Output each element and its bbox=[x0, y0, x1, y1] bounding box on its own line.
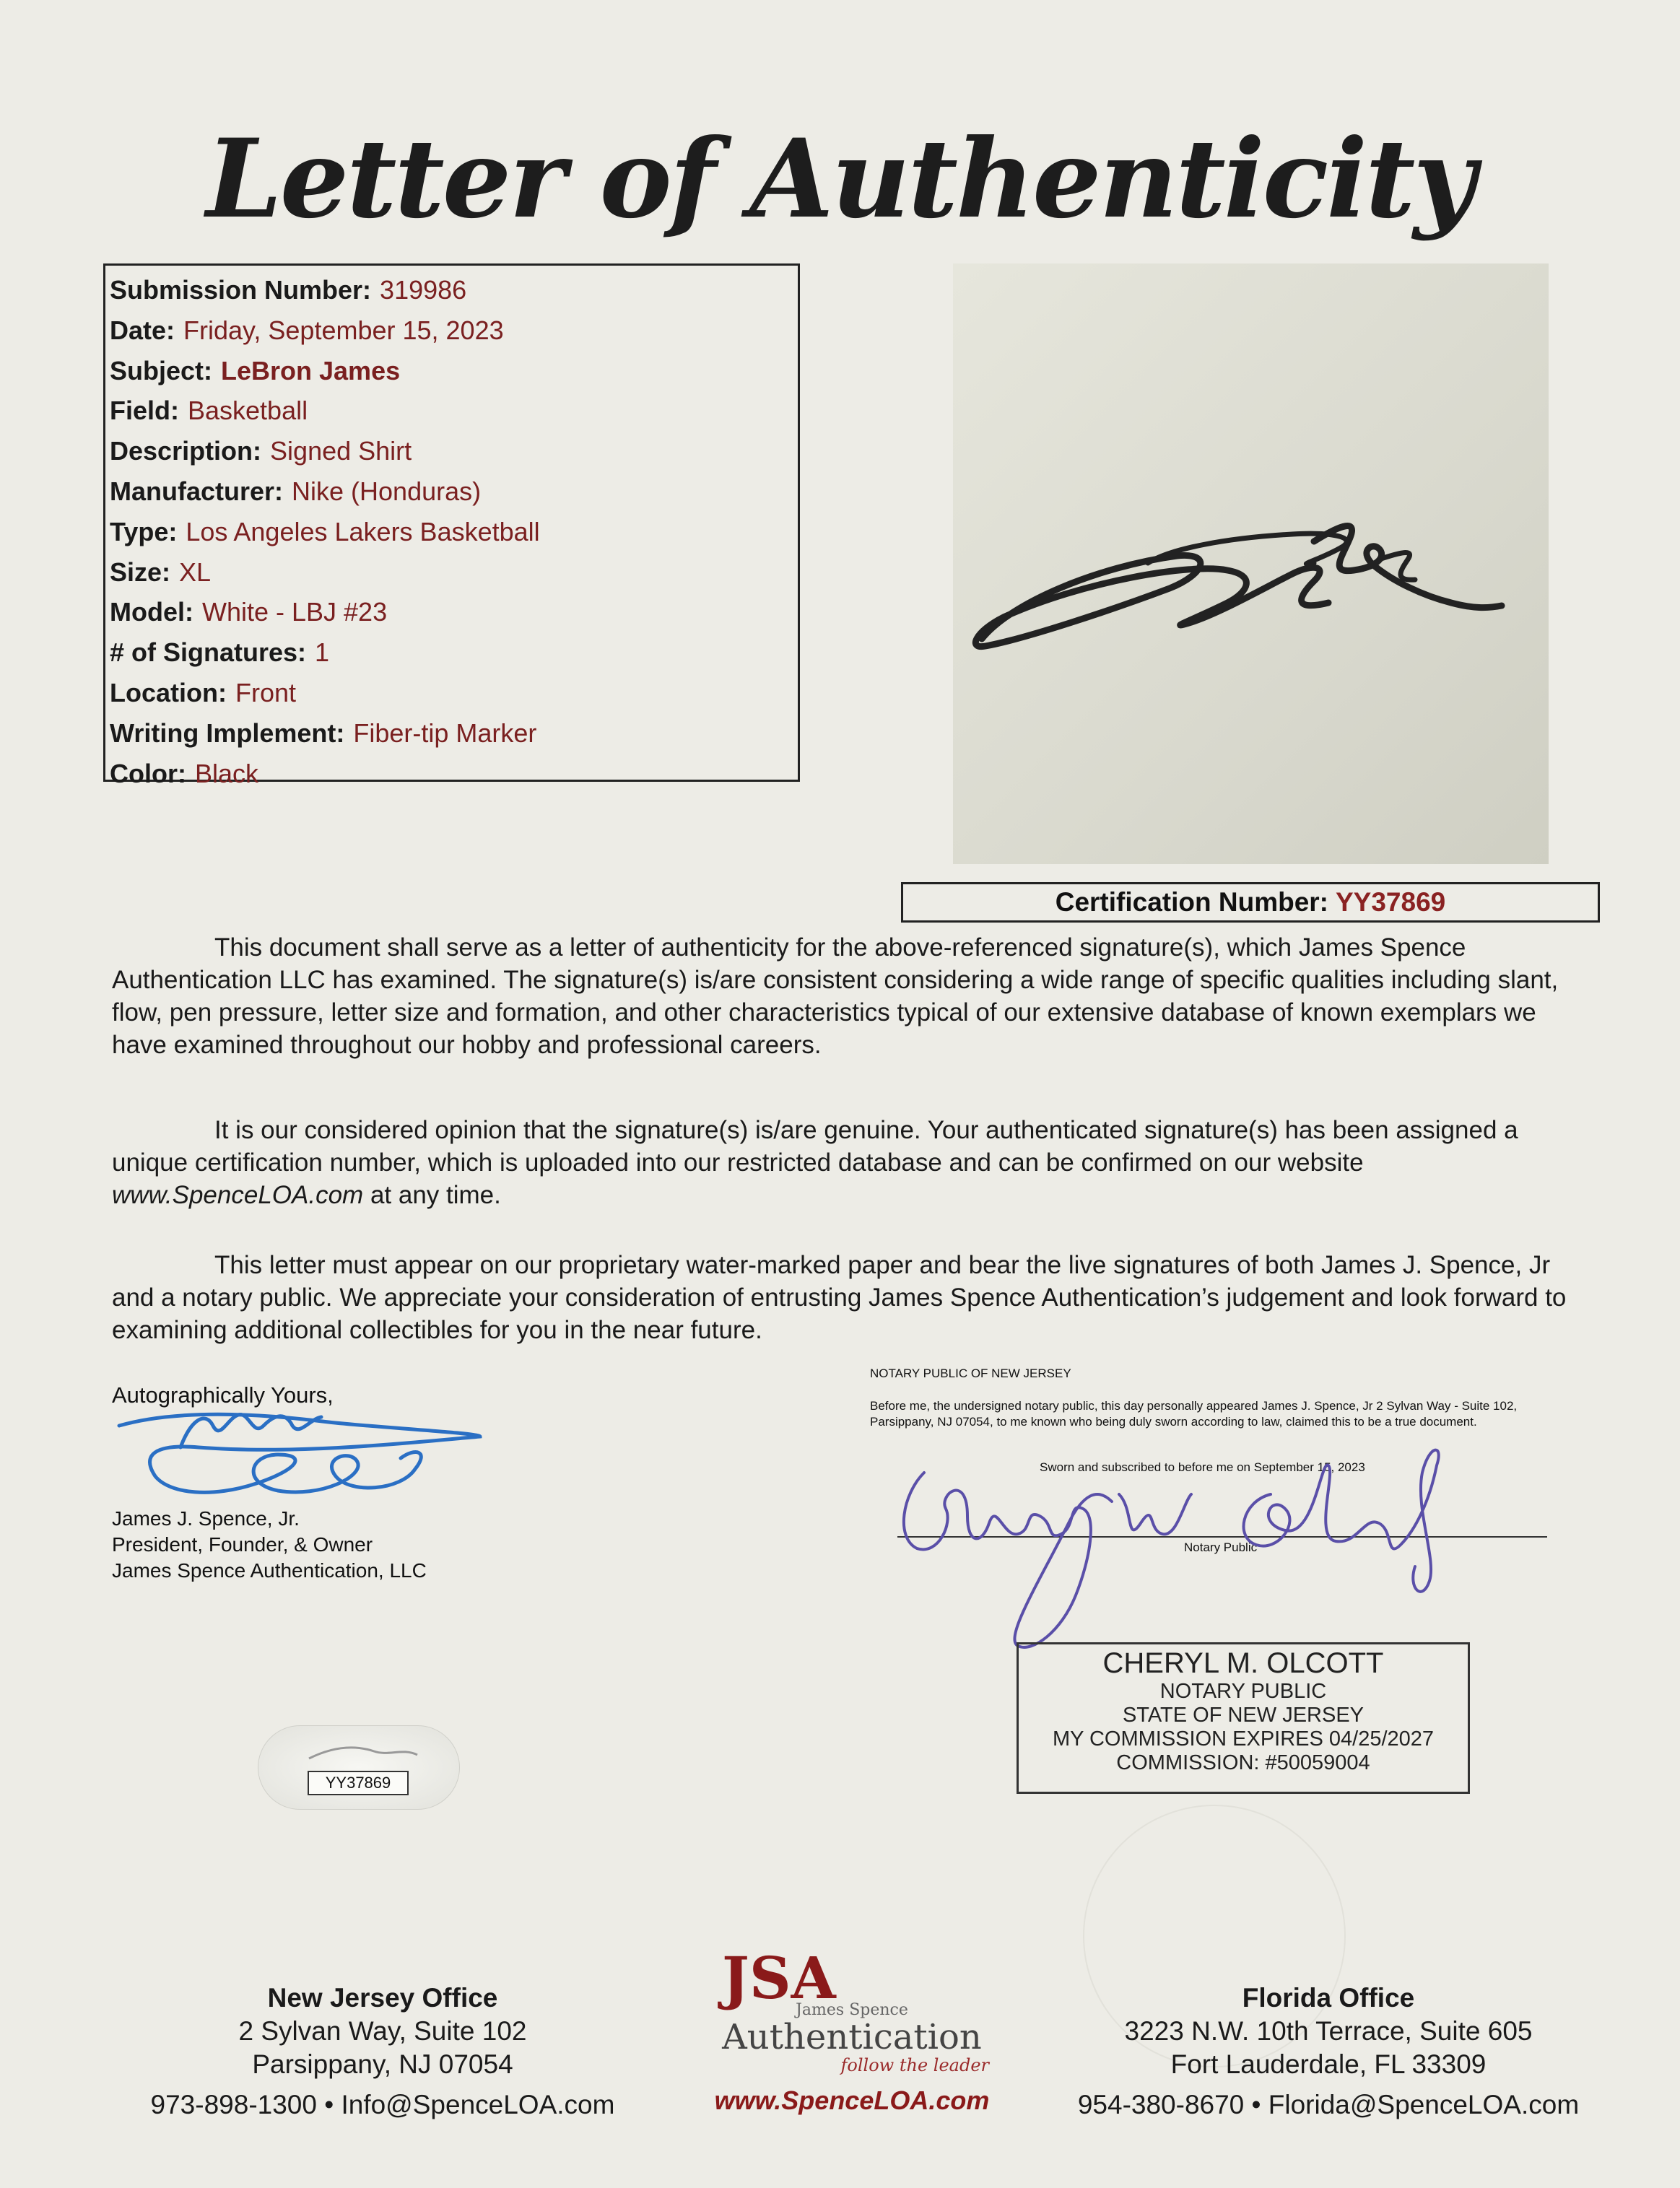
info-label: Description: bbox=[110, 436, 262, 466]
hologram-code: YY37869 bbox=[308, 1771, 409, 1795]
hologram-signature-icon bbox=[258, 1726, 459, 1769]
paragraph-2-end: at any time. bbox=[363, 1181, 501, 1209]
info-value: Front bbox=[235, 677, 297, 707]
info-label: Type: bbox=[110, 516, 178, 546]
nj-office-email: Info@SpenceLOA.com bbox=[341, 2090, 615, 2119]
nj-office-line2: Parsippany, NJ 07054 bbox=[252, 2049, 513, 2079]
nj-office-phone: 973-898-1300 bbox=[150, 2090, 317, 2119]
info-value: Friday, September 15, 2023 bbox=[183, 315, 504, 345]
certification-number-box bbox=[901, 882, 1600, 923]
notary-sworn: Sworn and subscribed to before me on September 15, 2023 bbox=[1040, 1460, 1365, 1474]
info-row bbox=[110, 673, 798, 713]
info-label: Date: bbox=[110, 315, 175, 345]
fl-office-email: Florida@SpenceLOA.com bbox=[1268, 2090, 1580, 2119]
info-label: Model: bbox=[110, 597, 193, 627]
jsa-website: www.SpenceLOA.com bbox=[714, 2085, 990, 2115]
notary-text: Before me, the undersigned notary public, this day personally appeared James J. Spence, Jr 2 Sylvan Way - Suite 102, Parsippany, NJ 07054, to me known who being duly sworn according to law, claimed this to be a true document. bbox=[870, 1399, 1518, 1429]
nj-office-contact: 973-898-1300 • Info@SpenceLOA.com bbox=[150, 2090, 615, 2119]
fl-office-line2: Fort Lauderdale, FL 33309 bbox=[1170, 2049, 1487, 2079]
info-row bbox=[110, 391, 798, 431]
paragraph-2 bbox=[112, 1114, 1592, 1211]
signature-photo bbox=[953, 263, 1549, 864]
signoff: Autographically Yours, bbox=[112, 1382, 334, 1408]
hologram-sticker bbox=[258, 1725, 460, 1810]
fl-office-heading: Florida Office bbox=[1242, 1983, 1415, 2013]
info-row bbox=[110, 632, 798, 673]
notary-header: NOTARY PUBLIC OF NEW JERSEY bbox=[870, 1367, 1071, 1380]
notary-name: CHERYL M. OLCOTT bbox=[1102, 1647, 1384, 1679]
info-row bbox=[110, 351, 798, 391]
info-value: XL bbox=[179, 557, 212, 587]
info-label: Location: bbox=[110, 677, 227, 707]
lebron-signature-image bbox=[953, 263, 1549, 864]
info-value: 1 bbox=[315, 637, 330, 668]
jsa-logo-tagline: follow the leader bbox=[840, 2055, 989, 2075]
info-row bbox=[110, 713, 798, 754]
paragraph-1: This document shall serve as a letter of authenticity for the above-referenced signature(s), which James Spence Authentication LLC has examined. The signature(s) is/are consistent considering a wide range of specific qualities including slant, flow, pen pressure, letter size and formation, and other characteristics typical of our extensive database of known exemplars we have examined throughout our hobby and professional careers. bbox=[112, 933, 1559, 1059]
jsa-logo-name: Authentication bbox=[722, 2017, 982, 2057]
notary-stamp bbox=[1017, 1642, 1470, 1794]
info-row bbox=[110, 471, 798, 512]
info-value: Los Angeles Lakers Basketball bbox=[186, 516, 540, 546]
nj-office bbox=[112, 1982, 653, 2122]
info-value: LeBron James bbox=[221, 355, 401, 385]
info-label: Size: bbox=[110, 557, 171, 587]
signer-company: James Spence Authentication, LLC bbox=[112, 1559, 427, 1582]
notary-stamp-line4: COMMISSION: #50059004 bbox=[1116, 1751, 1370, 1774]
certification-number: YY37869 bbox=[1336, 887, 1446, 917]
info-label: Writing Implement: bbox=[110, 718, 345, 748]
signer-name: James J. Spence, Jr. bbox=[112, 1507, 300, 1530]
notary-stamp-line2: STATE OF NEW JERSEY bbox=[1122, 1704, 1365, 1727]
info-row bbox=[110, 592, 798, 632]
jsa-logo-mark: JSA bbox=[722, 1944, 836, 2012]
info-label: Field: bbox=[110, 396, 179, 426]
info-row bbox=[110, 431, 798, 471]
website-link[interactable]: www.SpenceLOA.com bbox=[112, 1181, 364, 1209]
info-value: Signed Shirt bbox=[270, 436, 412, 466]
info-label: Subject: bbox=[110, 355, 213, 385]
info-label: Submission Number: bbox=[110, 275, 372, 305]
fl-office bbox=[1032, 1982, 1624, 2122]
nj-office-heading: New Jersey Office bbox=[267, 1983, 498, 2013]
info-value: White - LBJ #23 bbox=[201, 597, 388, 627]
info-row bbox=[110, 270, 798, 310]
info-label: Color: bbox=[110, 758, 186, 788]
notary-stamp-line1: NOTARY PUBLIC bbox=[1159, 1680, 1327, 1703]
paragraph-2-text: It is our considered opinion that the signature(s) is/are genuine. Your authenticated signature(s) has been assigned a unique certification number, which is uploaded into our restricted database and can be confirmed on our website bbox=[112, 1116, 1518, 1177]
jsa-logo-sub: James Spence bbox=[796, 2001, 908, 2019]
info-label: # of Signatures: bbox=[110, 637, 307, 668]
submission-details-box bbox=[103, 263, 800, 788]
info-row bbox=[110, 512, 798, 552]
spence-signature-image bbox=[112, 1397, 516, 1505]
fl-office-line1: 3223 N.W. 10th Terrace, Suite 605 bbox=[1124, 2016, 1533, 2046]
jsa-logo bbox=[693, 1944, 1011, 2116]
notary-stamp-line3: MY COMMISSION EXPIRES 04/25/2027 bbox=[1052, 1727, 1435, 1751]
info-value: Nike (Honduras) bbox=[292, 476, 482, 506]
nj-office-line1: 2 Sylvan Way, Suite 102 bbox=[238, 2016, 527, 2046]
info-value: Black bbox=[194, 758, 259, 788]
certification-label: Certification Number: bbox=[1055, 887, 1328, 917]
fl-office-contact: 954-380-8670 • Florida@SpenceLOA.com bbox=[1077, 2090, 1580, 2119]
document-title: Letter of Authenticity bbox=[206, 115, 1474, 243]
info-value: Fiber-tip Marker bbox=[353, 718, 537, 748]
info-row bbox=[110, 754, 798, 794]
info-row bbox=[110, 552, 798, 593]
fl-office-phone: 954-380-8670 bbox=[1077, 2090, 1245, 2119]
signer-title: President, Founder, & Owner bbox=[112, 1533, 373, 1556]
paragraph-3: This letter must appear on our proprietary water-marked paper and bear the live signatures of both James J. Spence, Jr and a notary public. We appreciate your consideration of entrusting James Spence Authentication’s judgement and look forward to examining additional collectibles for you in the near future. bbox=[112, 1251, 1567, 1344]
notary-line-label: Notary Public bbox=[1184, 1540, 1258, 1554]
info-row bbox=[110, 310, 798, 351]
info-value: 319986 bbox=[380, 275, 467, 305]
info-label: Manufacturer: bbox=[110, 476, 284, 506]
info-value: Basketball bbox=[188, 396, 308, 426]
notary-signature-image bbox=[881, 1415, 1473, 1675]
